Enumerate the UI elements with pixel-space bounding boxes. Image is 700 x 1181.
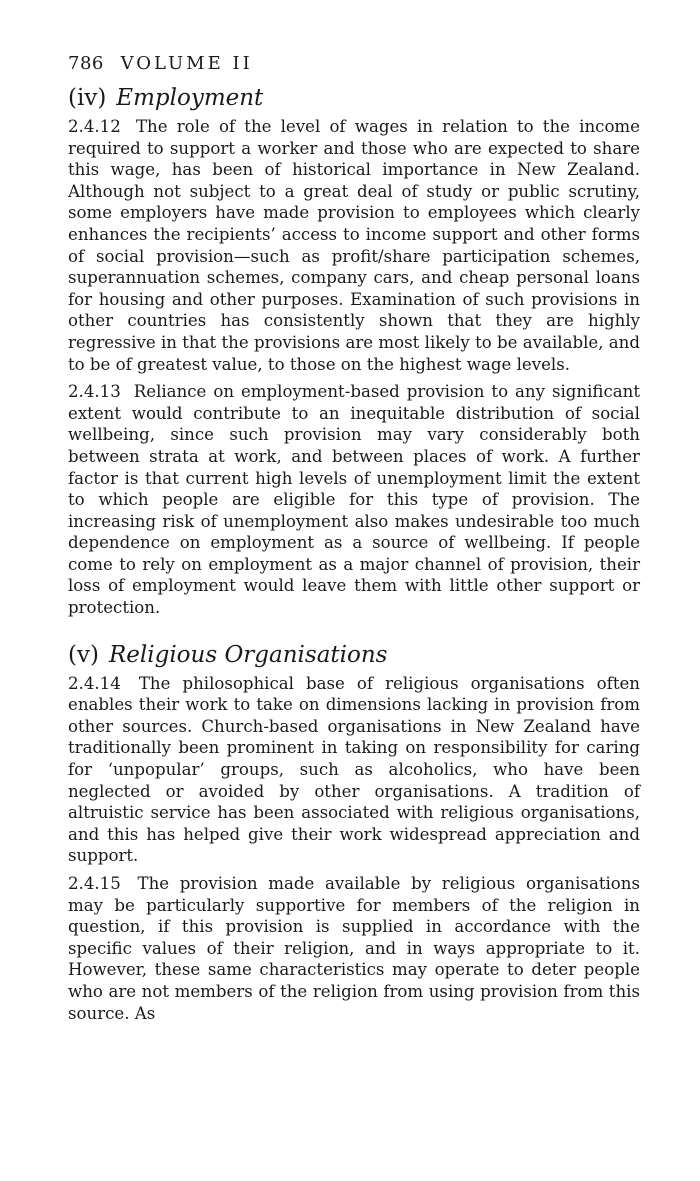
paragraph-text: The philosophical base of religious organisations often enables their work to take on dimensions lacking in provision from other sources. Church-based organisations in New Zealand have traditionally been prominent in taking on responsibility for caring for ‘unpopular’ groups, such as alcoholics, who have been neglected or avoided by other organisations. A tradition of altruistic service has been associated with religious organisations, and this has helped give their work widespread appreciation and support. bbox=[68, 673, 640, 866]
paragraph-text: The provision made available by religious organisations may be particularly supportive for members of the religion in question, if this provision is supplied in accordance with the specific values of their religion, and in ways appropriate to it. However, these same characteristics may operate to deter people who are not members of the religion from using provision from this source. As bbox=[68, 874, 641, 1023]
paragraph-2-4-14 bbox=[68, 673, 640, 867]
paragraph-number: 2.4.15 bbox=[68, 874, 121, 893]
paragraph-number: 2.4.12 bbox=[68, 117, 121, 136]
paragraph-2-4-15 bbox=[68, 873, 640, 1024]
section-spacer bbox=[68, 625, 640, 639]
document-page bbox=[68, 52, 640, 1030]
paragraph-2-4-13 bbox=[68, 381, 640, 619]
paragraph-number: 2.4.13 bbox=[68, 382, 121, 402]
section-title: Employment bbox=[116, 85, 264, 111]
section-heading-religious-organisations bbox=[68, 639, 640, 671]
paragraph-text: The role of the level of wages in relation to the income required to support a worker and those who are expected to share this wage, has been of historical importance in New Zealand. Although not subject to a great deal of study or public scrutiny, some employers have made provision to employees which clearly enhances the recipients’ access to income support and other forms of social provision—such as profit/share participation schemes, superannuation schemes, company cars, and cheap personal loans for housing and other purposes. Examination of such provisions in other countries has consistently shown that they are highly regressive in that the provisions are most likely to be available, and to be of greatest value, to those on the highest wage levels. bbox=[68, 117, 640, 374]
section-heading-employment bbox=[68, 82, 640, 114]
section-number: (v) bbox=[68, 641, 99, 668]
page-number: 786 bbox=[68, 53, 104, 74]
paragraph-2-4-12 bbox=[68, 116, 640, 375]
section-number: (iv) bbox=[68, 85, 107, 111]
running-header bbox=[68, 52, 640, 76]
section-title: Religious Organisations bbox=[108, 641, 388, 668]
paragraph-number: 2.4.14 bbox=[68, 673, 121, 693]
paragraph-text: Reliance on employment-based provision to any significant extent would contribute to an inequitable distribution of social wellbeing, since such provision may vary considerably both between strata at work, and between places of work. A further factor is that current high levels of unemployment limit the extent to which people are eligible for this type of provision. The increasing risk of unemployment also makes undesirable too much dependence on employment as a source of wellbeing. If people come to rely on employment as a major channel of provision, their loss of employment would leave them with little other support or protection. bbox=[68, 382, 640, 618]
running-title: VOLUME II bbox=[120, 53, 253, 74]
